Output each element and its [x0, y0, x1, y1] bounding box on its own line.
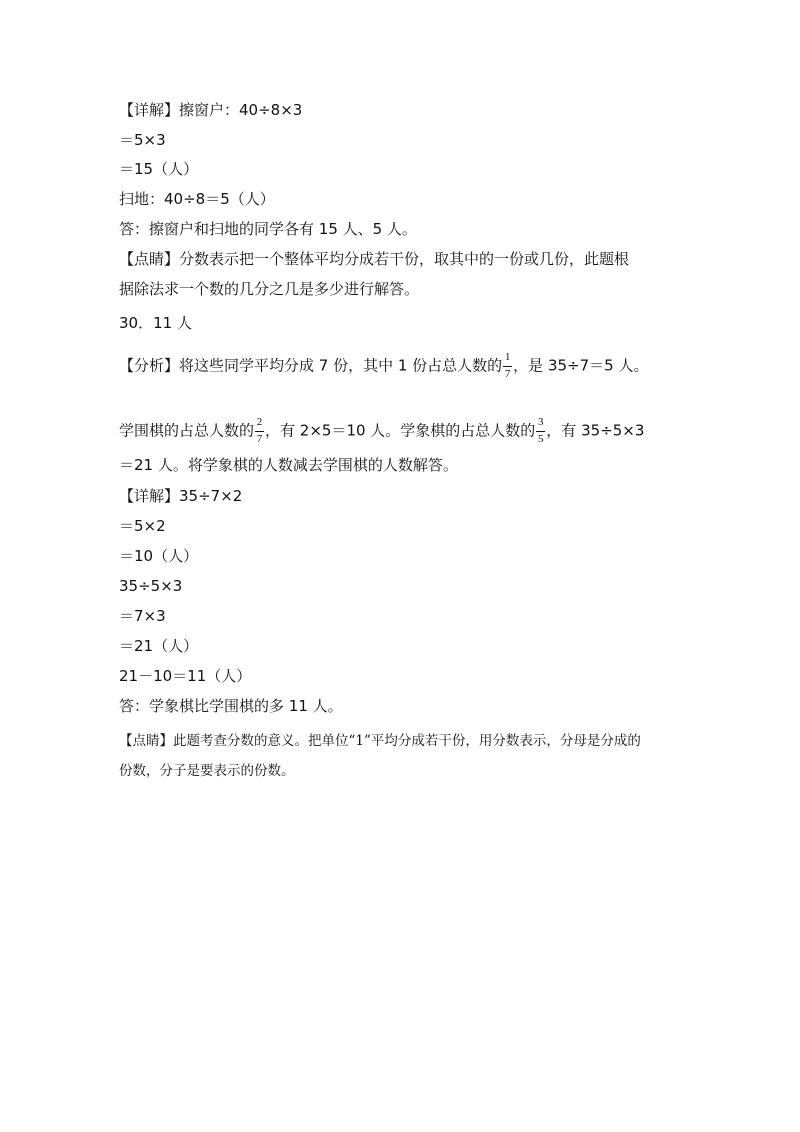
- fraction-denominator: 7: [256, 433, 263, 445]
- comment-line-2: 据除法求一个数的几分之几是多少进行解答。: [119, 280, 420, 298]
- detail-line-1: 【详解】擦窗户：40÷8×3: [119, 101, 303, 119]
- question-30-answer: 30．11 人: [119, 314, 192, 332]
- analysis-line-3: ＝21 人。将学象棋的人数减去学围棋的人数解答。: [119, 456, 458, 474]
- analysis-text-a: 【分析】将这些同学平均分成 7 份，其中 1 份占总人数的: [119, 356, 503, 375]
- calc-line-16: ＝7×3: [119, 607, 166, 625]
- calc-line-2: ＝5×3: [119, 131, 166, 149]
- detail-line-2: 【详解】35÷7×2: [119, 487, 243, 505]
- analysis-line-2: [119, 415, 644, 447]
- fraction-numerator: 3: [538, 416, 544, 428]
- fraction-numerator: 2: [256, 416, 263, 428]
- comment-line-4: 份数，分子是要表示的份数。: [119, 763, 295, 779]
- fraction-numerator: 1: [504, 351, 511, 363]
- analysis-text-e: ，有 35÷5×3: [546, 421, 645, 440]
- fraction-three-fifths: [535, 415, 546, 447]
- sweep-line: 扫地：40÷8＝5（人）: [119, 190, 275, 208]
- analysis-text-c: 学围棋的占总人数的: [119, 421, 255, 440]
- calc-line-13: ＝5×2: [119, 517, 166, 535]
- fraction-two-sevenths: [254, 415, 265, 447]
- fraction-one-seventh: [502, 350, 513, 382]
- calc-line-14: ＝10（人）: [119, 547, 199, 565]
- calc-line-15: 35÷5×3: [119, 577, 183, 595]
- fraction-denominator: 5: [538, 433, 544, 445]
- fraction-denominator: 7: [504, 368, 511, 380]
- calc-line-17: ＝21（人）: [119, 637, 199, 655]
- analysis-text-b: ，是 35÷7＝5 人。: [513, 356, 649, 375]
- comment-line-1: 【点睛】分数表示把一个整体平均分成若干份，取其中的一份或几份，此题根: [119, 250, 630, 268]
- calc-line-3: ＝15（人）: [119, 160, 199, 178]
- analysis-line-1: [119, 350, 648, 382]
- answer-line-1: 答：擦窗户和扫地的同学各有 15 人、5 人。: [119, 220, 417, 238]
- calc-line-18: 21－10＝11（人）: [119, 667, 252, 685]
- answer-line-2: 答：学象棋比学围棋的多 11 人。: [119, 697, 343, 715]
- analysis-text-d: ，有 2×5＝10 人。学象棋的占总人数的: [265, 421, 536, 440]
- comment-line-3: 【点睛】此题考查分数的意义。把单位“1”平均分成若干份，用分数表示，分母是分成的: [119, 733, 641, 749]
